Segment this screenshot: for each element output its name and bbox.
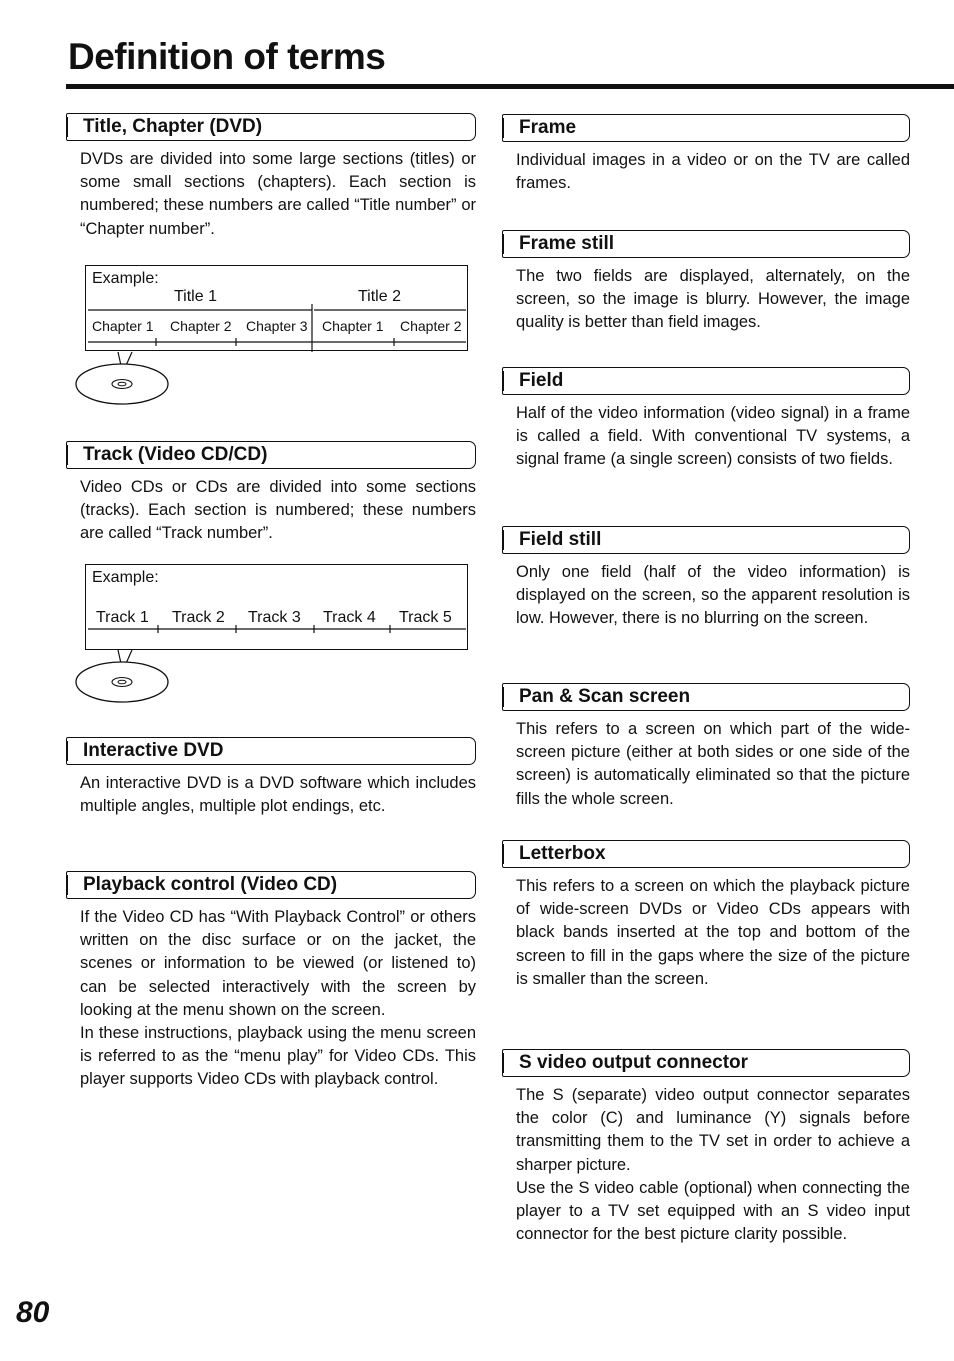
definition-paragraph: The two fields are displayed, alternately, on the screen, so the image is blurry. However, the image quality is better than field images. (516, 267, 910, 332)
definition-text (516, 718, 910, 811)
definition-text (516, 561, 910, 631)
definition-text (80, 476, 476, 546)
definition-text (516, 149, 910, 195)
definition-text (80, 772, 476, 818)
definition-paragraph: This refers to a screen on which part of the wide-screen picture (either at both sides or one side of the screen) is automatically eliminated so that the picture fills the whole screen. (516, 720, 910, 808)
section-playback-control (66, 871, 476, 1092)
disc-icon (70, 646, 174, 706)
definition-paragraph: Half of the video information (video signal) in a frame is called a field. With conventional TV systems, a signal frame (a single screen) consists of two fields. (516, 404, 910, 469)
term-heading-box (502, 114, 910, 142)
page-number: 80 (16, 1296, 50, 1329)
definition-paragraph: If the Video CD has “With Playback Control” or others written on the disc surface or on the jacket, the scenes or information to be viewed (or listened to) can be selected interactively with the screen by looking at the menu shown on the screen. (80, 908, 476, 1019)
disc-icon (70, 348, 174, 408)
term-pan-scan: Pan & Scan screen (519, 686, 691, 707)
title-label: Title 1 (174, 288, 217, 305)
term-heading-box (66, 113, 476, 141)
term-title-chapter: Title, Chapter (DVD) (83, 116, 263, 137)
definition-text (516, 402, 910, 472)
definition-paragraph: Use the S video cable (optional) when connecting the player to a TV set equipped with an S video input connector for the best picture clarity possible. (516, 1178, 910, 1244)
definition-text (516, 1084, 910, 1246)
definition-text (516, 875, 910, 991)
term-field: Field (519, 370, 564, 391)
chapter-label: Chapter 2 (170, 318, 232, 334)
track-label: Track 1 (96, 609, 149, 626)
definition-paragraph: Video CDs or CDs are divided into some sections (tracks). Each section is numbered; these numbers are called “Track number”. (80, 478, 476, 543)
section-field-still (502, 526, 910, 631)
section-frame-still (502, 230, 910, 335)
section-interactive-dvd (66, 737, 476, 818)
example-label: Example: (92, 569, 159, 586)
track-label: Track 3 (248, 609, 301, 626)
term-interactive-dvd: Interactive DVD (83, 740, 224, 761)
term-track: Track (Video CD/CD) (83, 444, 268, 465)
example-title-chapter (85, 265, 468, 351)
example-label: Example: (92, 270, 159, 287)
term-playback-control: Playback control (Video CD) (83, 874, 338, 895)
definition-paragraph: This refers to a screen on which the playback picture of wide-screen DVDs or Video CDs appears with black bands inserted at the top and bottom of the screen to fill in the gaps where the size of the picture is smaller than the screen. (516, 877, 910, 988)
term-heading-box (502, 683, 910, 711)
title-label: Title 2 (358, 288, 401, 305)
term-heading-box (66, 737, 476, 765)
track-label: Track 2 (172, 609, 225, 626)
definition-text (80, 148, 476, 241)
chapter-label: Chapter 1 (322, 318, 384, 334)
term-heading-box (502, 840, 910, 868)
section-s-video (502, 1049, 910, 1246)
track-label: Track 4 (323, 609, 376, 626)
term-field-still: Field still (519, 529, 602, 550)
chapter-label: Chapter 2 (400, 318, 462, 334)
chapter-label: Chapter 3 (246, 318, 308, 334)
definition-paragraph: DVDs are divided into some large sections (titles) or some small sections (chapters). Each section is numbered; these numbers are called “Title number” or “Chapter number”. (80, 150, 476, 238)
definition-paragraph: Only one field (half of the video information) is displayed on the screen, so the apparent resolution is low. However, there is no blurring on the screen. (516, 563, 910, 628)
term-heading-box (502, 367, 910, 395)
section-pan-scan (502, 683, 910, 811)
definition-text (80, 906, 476, 1092)
term-frame: Frame (519, 117, 577, 138)
example-bracket-lines (86, 565, 469, 651)
section-letterbox (502, 840, 910, 991)
track-label: Track 5 (399, 609, 452, 626)
term-frame-still: Frame still (519, 233, 615, 254)
term-heading-box (502, 230, 910, 258)
term-heading-box (502, 1049, 910, 1077)
page-title: Definition of terms (68, 36, 386, 77)
example-tracks (85, 564, 468, 650)
definition-paragraph: An interactive DVD is a DVD software which includes multiple angles, multiple plot endings, etc. (80, 774, 476, 816)
term-s-video: S video output connector (519, 1052, 749, 1073)
term-heading-box (66, 441, 476, 469)
definition-paragraph: In these instructions, playback using the menu screen is referred to as the “menu play” for Video CDs. This player supports Video CDs with playback control. (80, 1024, 476, 1089)
term-heading-box (66, 871, 476, 899)
section-track (66, 441, 476, 546)
section-frame (502, 114, 910, 195)
definition-paragraph: The S (separate) video output connector separates the color (C) and luminance (Y) signals before transmitting them to the TV set in order to achieve a sharper picture. (516, 1086, 910, 1174)
chapter-label: Chapter 1 (92, 318, 154, 334)
term-letterbox: Letterbox (519, 843, 606, 864)
definition-text (516, 265, 910, 335)
section-title-chapter (66, 113, 476, 241)
definition-paragraph: Individual images in a video or on the TV are called frames. (516, 151, 910, 193)
example-bracket-lines (86, 266, 469, 352)
section-field (502, 367, 910, 472)
title-rule (66, 84, 954, 89)
term-heading-box (502, 526, 910, 554)
